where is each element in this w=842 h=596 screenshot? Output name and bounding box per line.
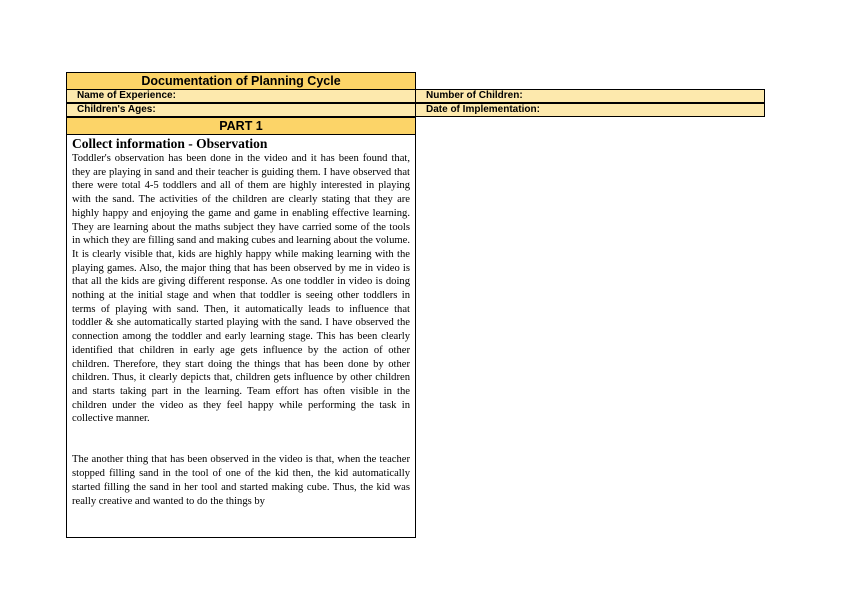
number-of-children-label: Number of Children:: [415, 89, 765, 103]
section-heading: Collect information - Observation: [72, 136, 268, 151]
observation-paragraph-2: The another thing that has been observed in the video is that, when the teacher stopped filling sand in the tool of one of the kid then, the kid automatically started filling the sand in her tool and started making cube. Thus, the kid was really creative and wanted to do the things by: [72, 454, 410, 507]
observation-section: [66, 134, 416, 538]
document-title: Documentation of Planning Cycle: [66, 72, 416, 90]
part-label: PART 1: [66, 117, 416, 135]
date-of-implementation-label: Date of Implementation:: [415, 103, 765, 117]
observation-paragraph-1: Toddler's observation has been done in the video and it has been found that, they are playing in sand and their teacher is guiding them. I have observed that there were total 4-5 toddlers and all of them are highly interested in playing with the sand. The activities of the children are clearly stating that they are highly happy and enjoying the game and game in enabling effective learning. They are learning about the maths subject they have carried some of the tools in which they are filling sand and making cubes and learning about the volume. It is clearly visible that, kids are highly happy while making learning with the playing games. Also, the major thing that has been observed by me in video is that all the kids are giving different response. As one toddler in video is doing nothing at the initial stage and when that toddler is seeing other toddlers in terms of playing with sand. Then, it automatically leads to influence that toddler & she automatically started playing with the sand. I have observed the connection among the toddler and early learning stage. This has been clearly identified that children in early age gets influence by the action of other children. Therefore, they start doing the things that has been done by other children. Thus, it clearly depicts that, children gets influence by other children and starts taking part in the learning. Team effort has often visible in the children under the video as they feel happy while performing the task in collective manner.: [72, 153, 410, 425]
childrens-ages-label: Children's Ages:: [66, 103, 416, 117]
name-of-experience-label: Name of Experience:: [66, 89, 416, 103]
